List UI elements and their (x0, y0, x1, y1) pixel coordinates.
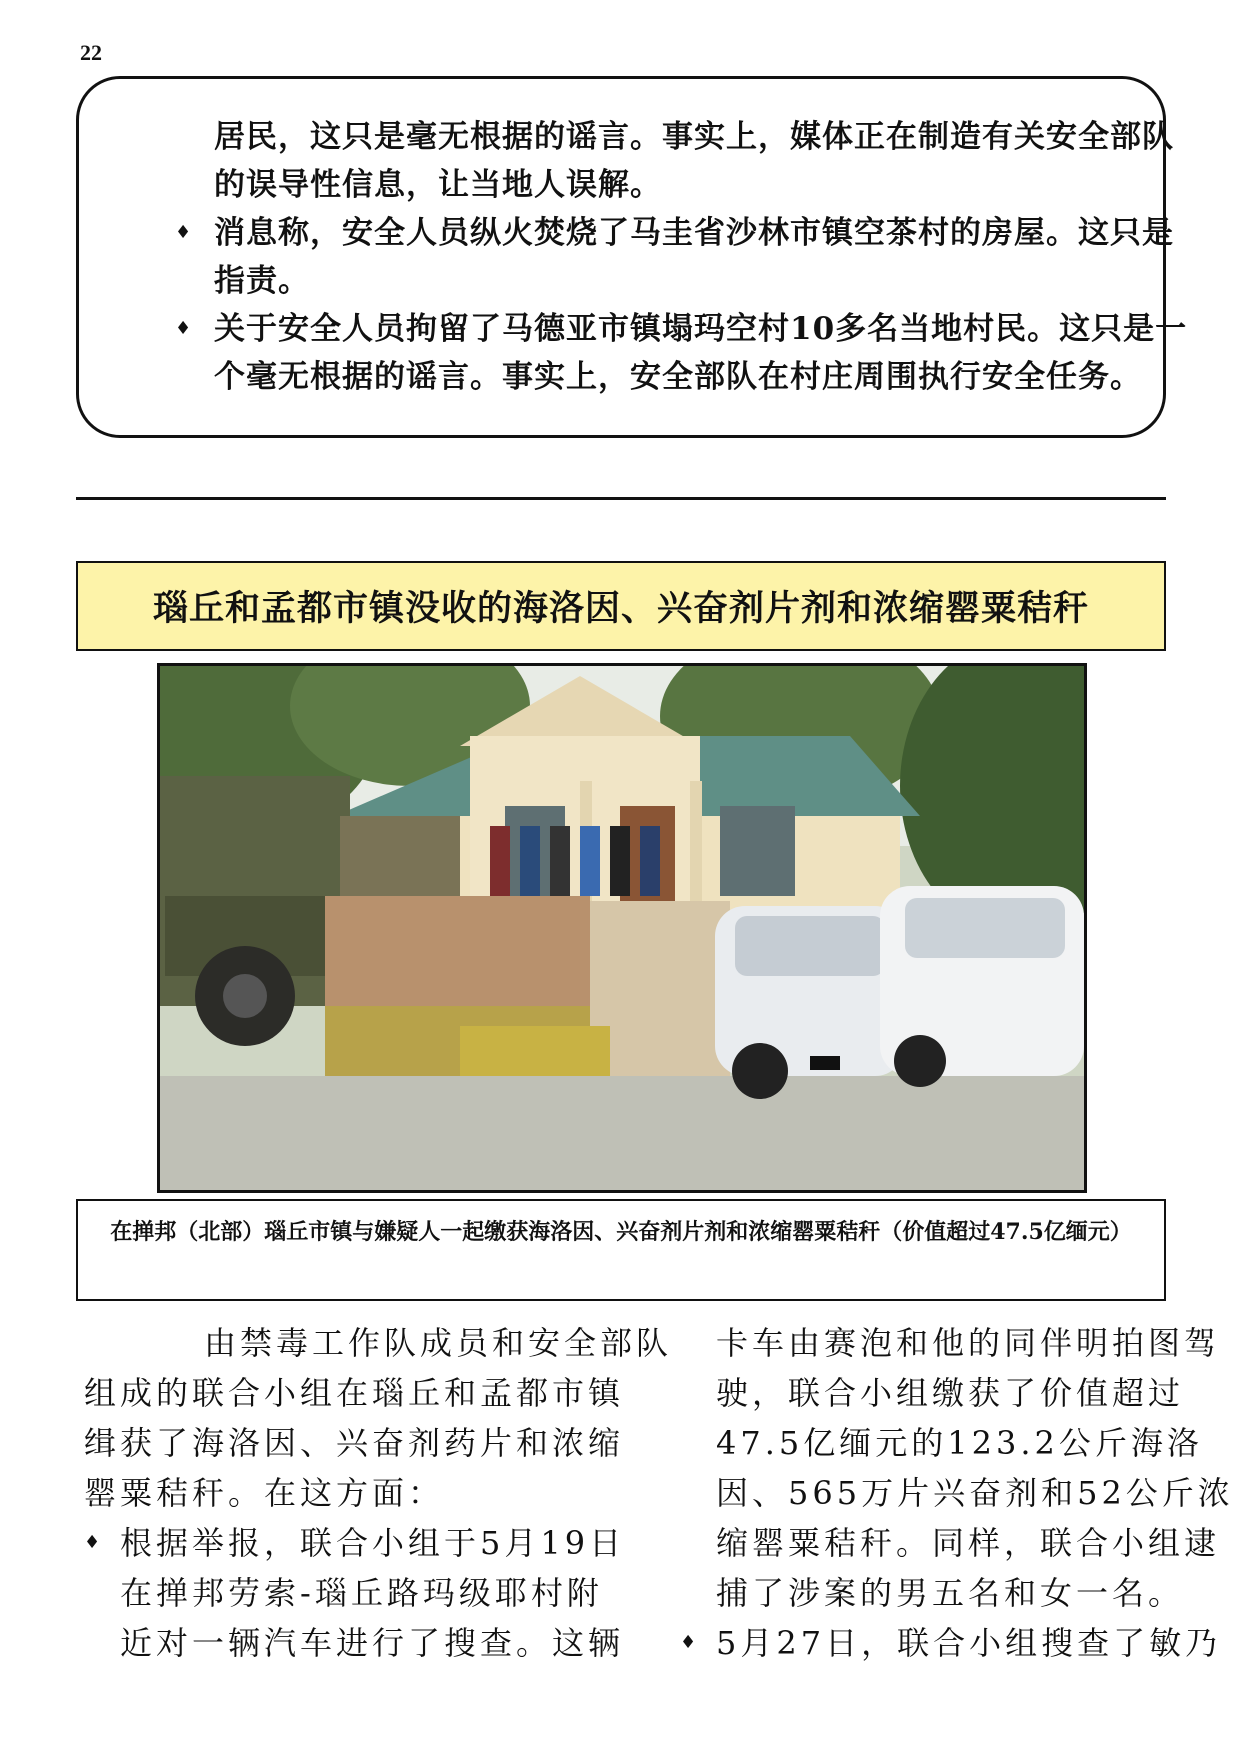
paragraph-line-text: 缉获了海洛因、兴奋剂药片和浓缩 (84, 1424, 625, 1462)
headline-box (76, 561, 1166, 651)
notice-box (76, 76, 1188, 438)
paragraph-line-text: 近对一辆汽车进行了搜查。这辆 (120, 1624, 625, 1662)
bullet-icon: ♦ (175, 222, 193, 243)
notice-line-text: 个毫无根据的谣言。事实上，安全部队在村庄周围执行安全任务。 (214, 359, 1142, 395)
notice-line-text: 居民，这只是毫无根据的谣言。事实上，媒体正在制造有关安全部队 (214, 119, 1174, 155)
paragraph-line (84, 1318, 673, 1368)
notice-line-text: 指责。 (214, 263, 310, 299)
paragraph-line (680, 1318, 1221, 1368)
paragraph-line-text: 根据举报，联合小组于5月19日 (120, 1524, 626, 1562)
page-number: 22 (80, 40, 102, 65)
paragraph-line-text: 缩罂粟秸秆。同样，联合小组逮 (716, 1524, 1221, 1562)
article-left-column (84, 1318, 673, 1668)
paragraph-line-text: 5月27日，联合小组搜查了敏乃 (716, 1624, 1222, 1662)
notice-lines (139, 113, 1188, 401)
paragraph-line (680, 1418, 1203, 1468)
paragraph-line-text: 驶，联合小组缴获了价值超过 (716, 1374, 1185, 1412)
notice-line (139, 161, 1133, 209)
paragraph-line-text: 组成的联合小组在瑙丘和孟都市镇 (84, 1374, 625, 1412)
notice-line (139, 305, 1188, 353)
bullet-icon: ♦ (680, 1632, 701, 1653)
paragraph-line (84, 1468, 604, 1518)
paragraph-line-text: 因、565万片兴奋剂和52公斤浓 (716, 1474, 1234, 1512)
notice-line (139, 257, 1133, 305)
news-photo-illustration (160, 666, 1084, 1190)
paragraph-line (680, 1518, 1221, 1568)
section-divider (76, 497, 1166, 500)
paragraph-line (84, 1518, 626, 1568)
paragraph-line-text: 由禁毒工作队成员和安全部队 (204, 1324, 673, 1362)
paragraph-line (84, 1618, 625, 1668)
paragraph-line-text: 捕了涉案的男五名和女一名。 (716, 1574, 1185, 1612)
photo-caption: 在掸邦（北部）瑙丘市镇与嫌疑人一起缴获海洛因、兴奋剂片剂和浓缩罂粟秸秆（价值超过47.5亿缅元） (76, 1199, 1166, 1301)
article-headline: 瑙丘和孟都市镇没收的海洛因、兴奋剂片剂和浓缩罂粟秸秆 (152, 588, 1089, 629)
notice-line (139, 113, 1174, 161)
bullet-icon: ♦ (175, 318, 193, 339)
notice-line-text: 消息称，安全人员纵火焚烧了马圭省沙林市镇空茶村的房屋。这只是 (214, 215, 1174, 251)
paragraph-line (680, 1568, 1200, 1618)
paragraph-line-text: 卡车由赛泡和他的同伴明拍图驾 (716, 1324, 1221, 1362)
paragraph-line-text: 罂粟秸秆。在这方面： (84, 1474, 445, 1512)
notice-line-text: 的误导性信息，让当地人误解。 (214, 167, 662, 203)
paragraph-line-text: 47.5亿缅元的123.2公斤海洛 (716, 1424, 1203, 1462)
article-right-column (680, 1318, 1234, 1668)
notice-line-text: 关于安全人员拘留了马德亚市镇塌玛空村10多名当地村民。这只是一 (214, 311, 1188, 347)
notice-line (139, 209, 1174, 257)
paragraph-line (84, 1368, 625, 1418)
notice-line (139, 353, 1142, 401)
paragraph-line (84, 1418, 625, 1468)
news-photo (157, 663, 1087, 1193)
paragraph-line-text: 在掸邦劳索-瑙丘路玛级耶村附 (120, 1574, 603, 1612)
paragraph-line (680, 1618, 1222, 1668)
paragraph-line (680, 1468, 1234, 1518)
paragraph-line (680, 1368, 1200, 1418)
paragraph-line (84, 1568, 604, 1618)
bullet-icon: ♦ (84, 1532, 105, 1553)
